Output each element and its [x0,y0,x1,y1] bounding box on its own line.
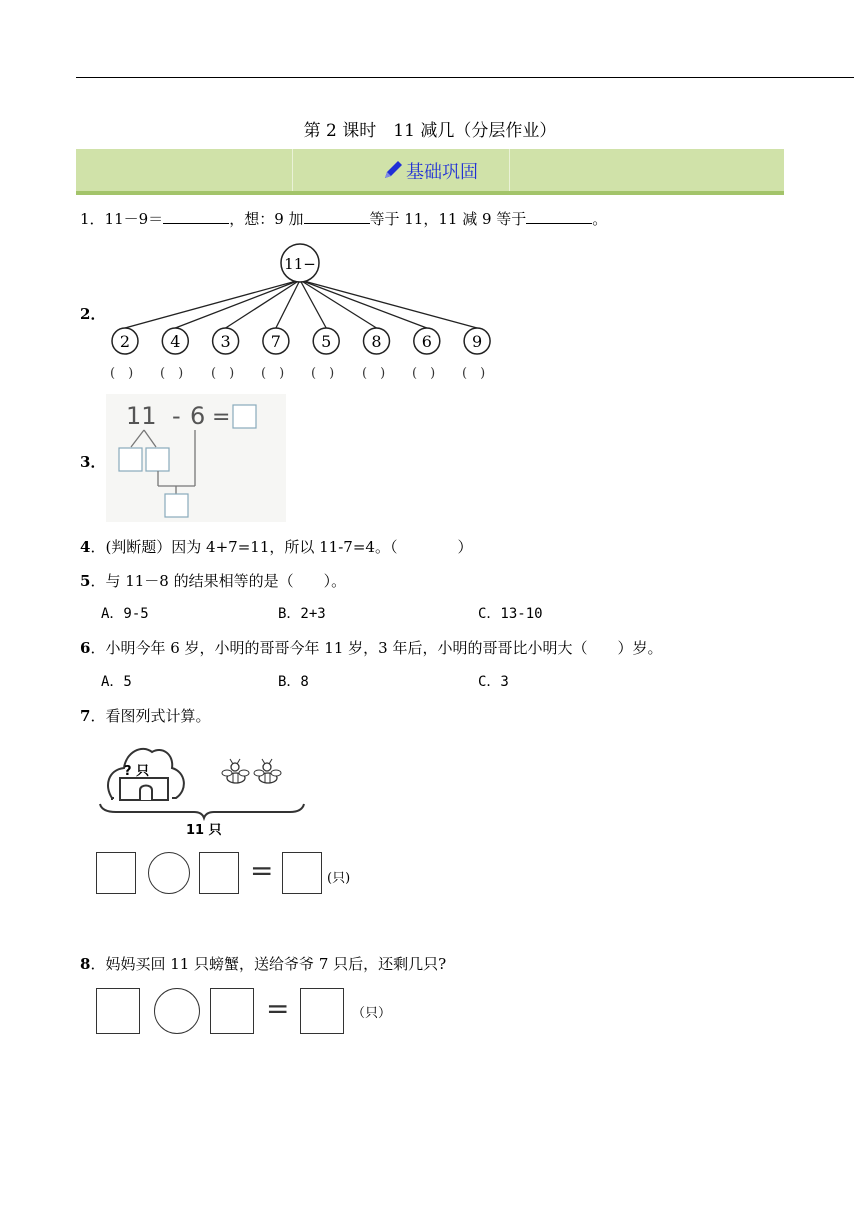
question-number: 8 [80,955,91,973]
top-rule [76,77,854,78]
answer-paren[interactable]: ( ) [110,366,134,381]
total-brace [100,804,304,818]
question-text: 。 [592,210,608,228]
answer-parentheses-row [100,362,500,382]
question-text: ．11－9＝ [89,210,164,228]
pencil-icon [382,159,404,181]
house-door [140,786,152,801]
question-number: 1 [80,210,90,228]
question-text: ．(判断题）因为 4+7=11，所以 11-7=4。（ ） [90,538,473,556]
question-1 [80,208,607,229]
section-heading [76,158,784,184]
question-number: 2 [80,305,91,323]
answer-paren[interactable]: ( ) [211,366,235,381]
subtraction-tree-diagram [100,240,500,360]
question-dot: ． [90,305,106,323]
question-3-number [80,451,105,472]
house-bees-picture [96,738,310,840]
tree-root-label: 11− [284,255,316,273]
question-text: 等于 11，11 减 9 等于 [369,210,527,228]
answer-box-2[interactable] [199,852,239,894]
split-box-right[interactable] [146,448,169,471]
question-text: ．看图列式计算。 [90,707,211,725]
result-box[interactable] [165,494,188,517]
tree-leaf-label: 9 [472,332,483,351]
expr-subtrahend: 6 [190,402,206,430]
house-label: ? 只 [124,764,150,779]
split-method-diagram [106,394,286,522]
answer-paren[interactable]: ( ) [462,366,486,381]
bee-icon [254,759,281,783]
option-c[interactable]: C．3 [478,674,509,690]
equals-sign: = [250,854,274,887]
question-5 [80,570,346,591]
answer-blank[interactable] [163,209,229,224]
answer-box-2[interactable] [210,988,254,1034]
question-8 [80,953,446,974]
question-text: ．与 11－8 的结果相等的是（ ）。 [90,572,347,590]
answer-box-result[interactable] [282,852,322,894]
option-b[interactable]: B．8 [278,674,309,690]
operator-circle[interactable] [154,988,200,1034]
question-number: 7 [80,707,91,725]
expr-operator: - [172,402,181,430]
option-b[interactable]: B．2+3 [278,606,326,622]
option-c[interactable]: C．13-10 [478,606,543,622]
question-dot: ． [90,453,106,471]
answer-paren[interactable]: ( ) [160,366,184,381]
split-method-figure [106,394,286,522]
operator-circle[interactable] [148,852,190,894]
tree-leaf-label: 6 [421,332,432,351]
question-4 [80,536,472,557]
answer-box[interactable] [233,405,256,428]
answer-paren[interactable]: ( ) [412,366,436,381]
question-number: 4 [80,538,91,556]
answer-paren[interactable]: ( ) [362,366,386,381]
question-number: 6 [80,639,91,657]
option-a[interactable]: A．5 [101,674,132,690]
answer-paren[interactable]: ( ) [311,366,335,381]
answer-box-1[interactable] [96,852,136,894]
tree-leaf-label: 4 [170,332,181,351]
question-text: ，想：9 加 [229,210,304,228]
answer-paren[interactable]: ( ) [261,366,285,381]
tree-leaf-label: 3 [220,332,231,351]
page-title: 第 2 课时 11 减几（分层作业） [303,121,557,141]
tree-leaf-label: 7 [270,332,281,351]
tree-leaf-label: 5 [321,332,332,351]
question-number: 3 [80,453,91,471]
bee-icon [222,759,249,783]
section-label: 基础巩固 [406,162,478,183]
expr-equals: = [212,405,231,430]
answer-blank[interactable] [304,209,370,224]
answer-blank[interactable] [526,209,592,224]
tree-leaf-label: 2 [119,332,131,351]
expr-minuend: 11 [126,402,157,430]
question-6 [80,637,662,658]
question-7 [80,705,210,726]
split-box-left[interactable] [119,448,142,471]
answer-box-result[interactable] [300,988,344,1034]
tree-leaf-label: 8 [371,332,382,351]
option-a[interactable]: A．9-5 [101,606,149,622]
equals-sign: = [266,992,290,1025]
answer-box-1[interactable] [96,988,140,1034]
total-label: 11 只 [186,823,222,838]
question-text: ．小明今年 6 岁，小明的哥哥今年 11 岁，3 年后，小明的哥哥比小明大（ ）岁。 [90,639,663,657]
question-number: 5 [80,572,91,590]
section-banner [76,149,784,195]
unit-label: (只) [327,871,351,886]
unit-label: （只） [352,1006,392,1021]
question-text: ．妈妈买回 11 只螃蟹，送给爷爷 7 只后，还剩几只? [90,955,447,973]
